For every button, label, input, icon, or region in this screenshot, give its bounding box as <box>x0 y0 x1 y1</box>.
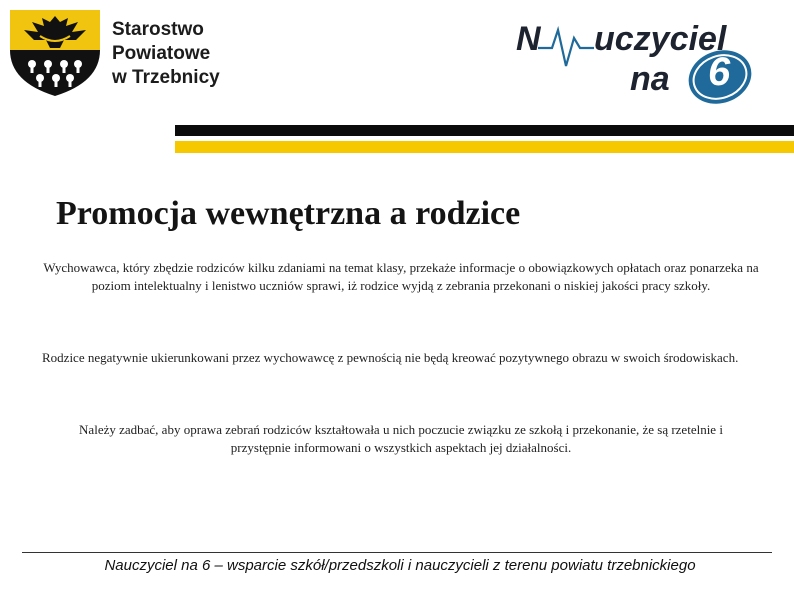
paragraph-1: Wychowawca, który zbędzie rodziców kilku zdaniami na temat klasy, przekaże informacje o obowiązkowych opłatach oraz ponarzeka na poziom intelektualny i lenistwo uczniów sprawi, iż rodzice wyjdą z zebrania przekonani o niskiej jakości pracy szkoły. <box>43 260 759 293</box>
logo-line-2: Powiatowe <box>112 43 211 64</box>
page-title: Promocja wewnętrzna a rodzice <box>56 195 521 232</box>
paragraph-3: Należy zadbać, aby oprawa zebrań rodziców kształtowała u nich poczucie związku ze szkołą i przekonanie, że są rzetelnie i przystępnie informowani o wszystkich aspektach jej działalności. <box>79 422 723 455</box>
coat-of-arms-eagle-icon <box>6 8 106 98</box>
logo-digit: 6 <box>708 50 731 94</box>
paragraph-2: Rodzice negatywnie ukierunkowani przez wychowawcę z pewnością nie będą kreować pozytywnego obrazu w swoich środowiskach. <box>42 350 739 365</box>
nauczyciel-na-6-logo <box>512 20 774 106</box>
starostwo-logo <box>6 8 226 98</box>
logo-word-n: N <box>516 20 541 58</box>
logo-line-3: w Trzebnicy <box>112 67 220 88</box>
header-bar-black <box>175 125 794 136</box>
logo-line-1: Starostwo <box>112 19 204 40</box>
header-bar-yellow <box>175 141 794 153</box>
pulse-line-icon <box>538 24 594 70</box>
footer-text: Nauczyciel na 6 – wsparcie szkół/przedszkoli i nauczycieli z terenu powiatu trzebnickiego <box>104 557 696 574</box>
logo-word-uczyciel: uczyciel <box>594 20 727 58</box>
logo-word-na: na <box>630 60 670 98</box>
footer-divider <box>22 552 772 553</box>
